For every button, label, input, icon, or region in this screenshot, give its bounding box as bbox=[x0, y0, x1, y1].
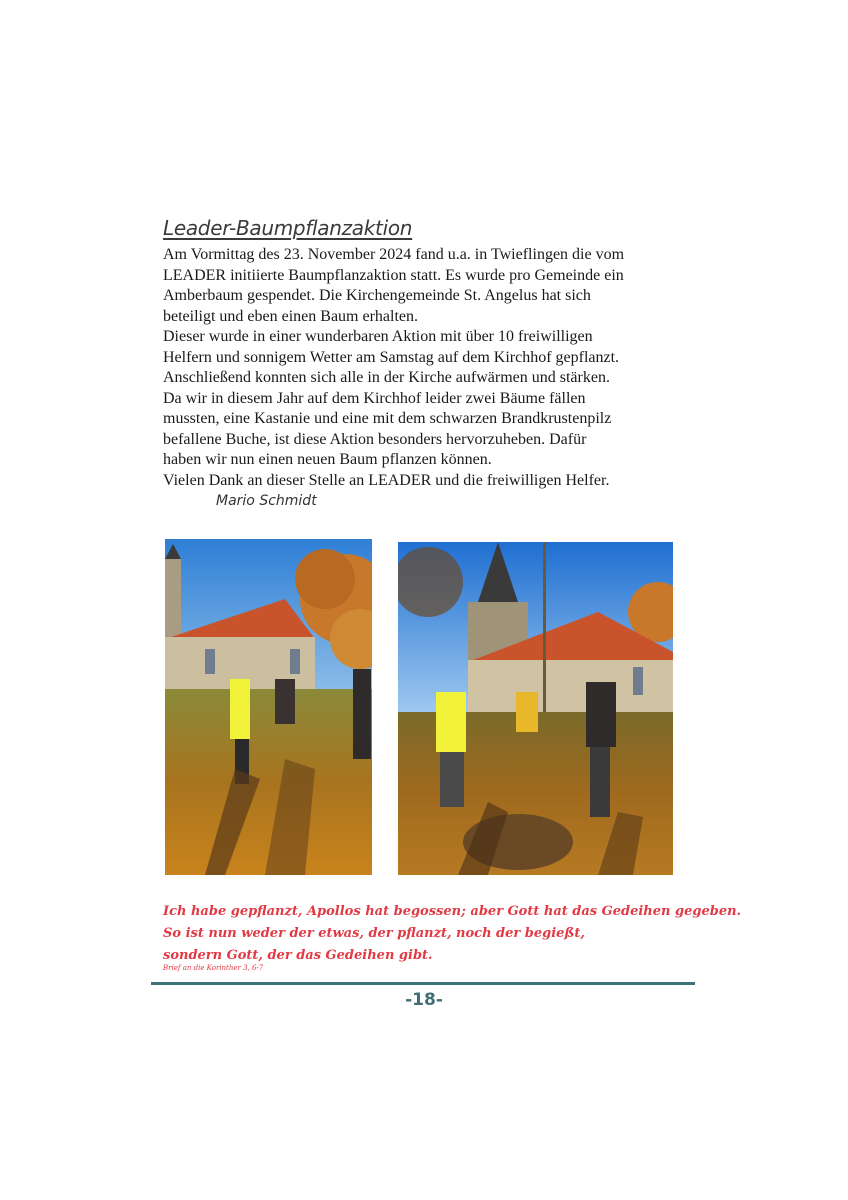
article-body bbox=[163, 245, 703, 491]
verse-line: Ich habe gepflanzt, Apollos hat begossen; aber Gott hat das Gedeihen gegeben. bbox=[163, 904, 742, 919]
body-line: befallene Buche, ist diese Aktion besonders hervorzuheben. Dafür bbox=[163, 430, 587, 448]
bible-verse bbox=[163, 901, 742, 967]
article-title: Leader-Baumpflanzaktion bbox=[163, 216, 413, 240]
body-line: beteiligt und eben einen Baum erhalten. bbox=[163, 307, 419, 325]
tree-planting-photo-right bbox=[398, 542, 673, 875]
body-line: LEADER initiierte Baumpflanzaktion statt. Es wurde pro Gemeinde ein bbox=[163, 266, 624, 284]
author-signature: Mario Schmidt bbox=[216, 493, 317, 509]
body-line: mussten, eine Kastanie und eine mit dem schwarzen Brandkrustenpilz bbox=[163, 410, 612, 427]
body-line: haben wir nun einen neuen Baum pflanzen können. bbox=[163, 451, 492, 468]
body-line: Dieser wurde in einer wunderbaren Aktion mit über 10 freiwilligen bbox=[163, 328, 593, 345]
verse-source: Brief an die Korinther 3, 6-7 bbox=[163, 964, 264, 972]
body-line: Helfern und sonnigem Wetter am Samstag auf dem Kirchhof gepflanzt. bbox=[163, 348, 620, 366]
body-line: Am Vormittag des 23. November 2024 fand u.a. in Twieflingen die vom bbox=[163, 246, 625, 263]
verse-line: So ist nun weder der etwas, der pflanzt, noch der begießt, bbox=[163, 926, 585, 941]
page-number: -18- bbox=[405, 990, 443, 1010]
body-line: Vielen Dank an dieser Stelle an LEADER und die freiwilligen Helfer. bbox=[163, 471, 610, 489]
verse-line: sondern Gott, der das Gedeihen gibt. bbox=[163, 948, 433, 963]
body-line: Da wir in diesem Jahr auf dem Kirchhof leider zwei Bäume fällen bbox=[163, 389, 586, 407]
body-line: Amberbaum gespendet. Die Kirchengemeinde St. Angelus hat sich bbox=[163, 287, 591, 304]
tree-planting-photo-left bbox=[165, 539, 372, 875]
footer-divider bbox=[151, 982, 695, 985]
body-line: Anschließend konnten sich alle in der Kirche aufwärmen und stärken. bbox=[163, 369, 610, 386]
